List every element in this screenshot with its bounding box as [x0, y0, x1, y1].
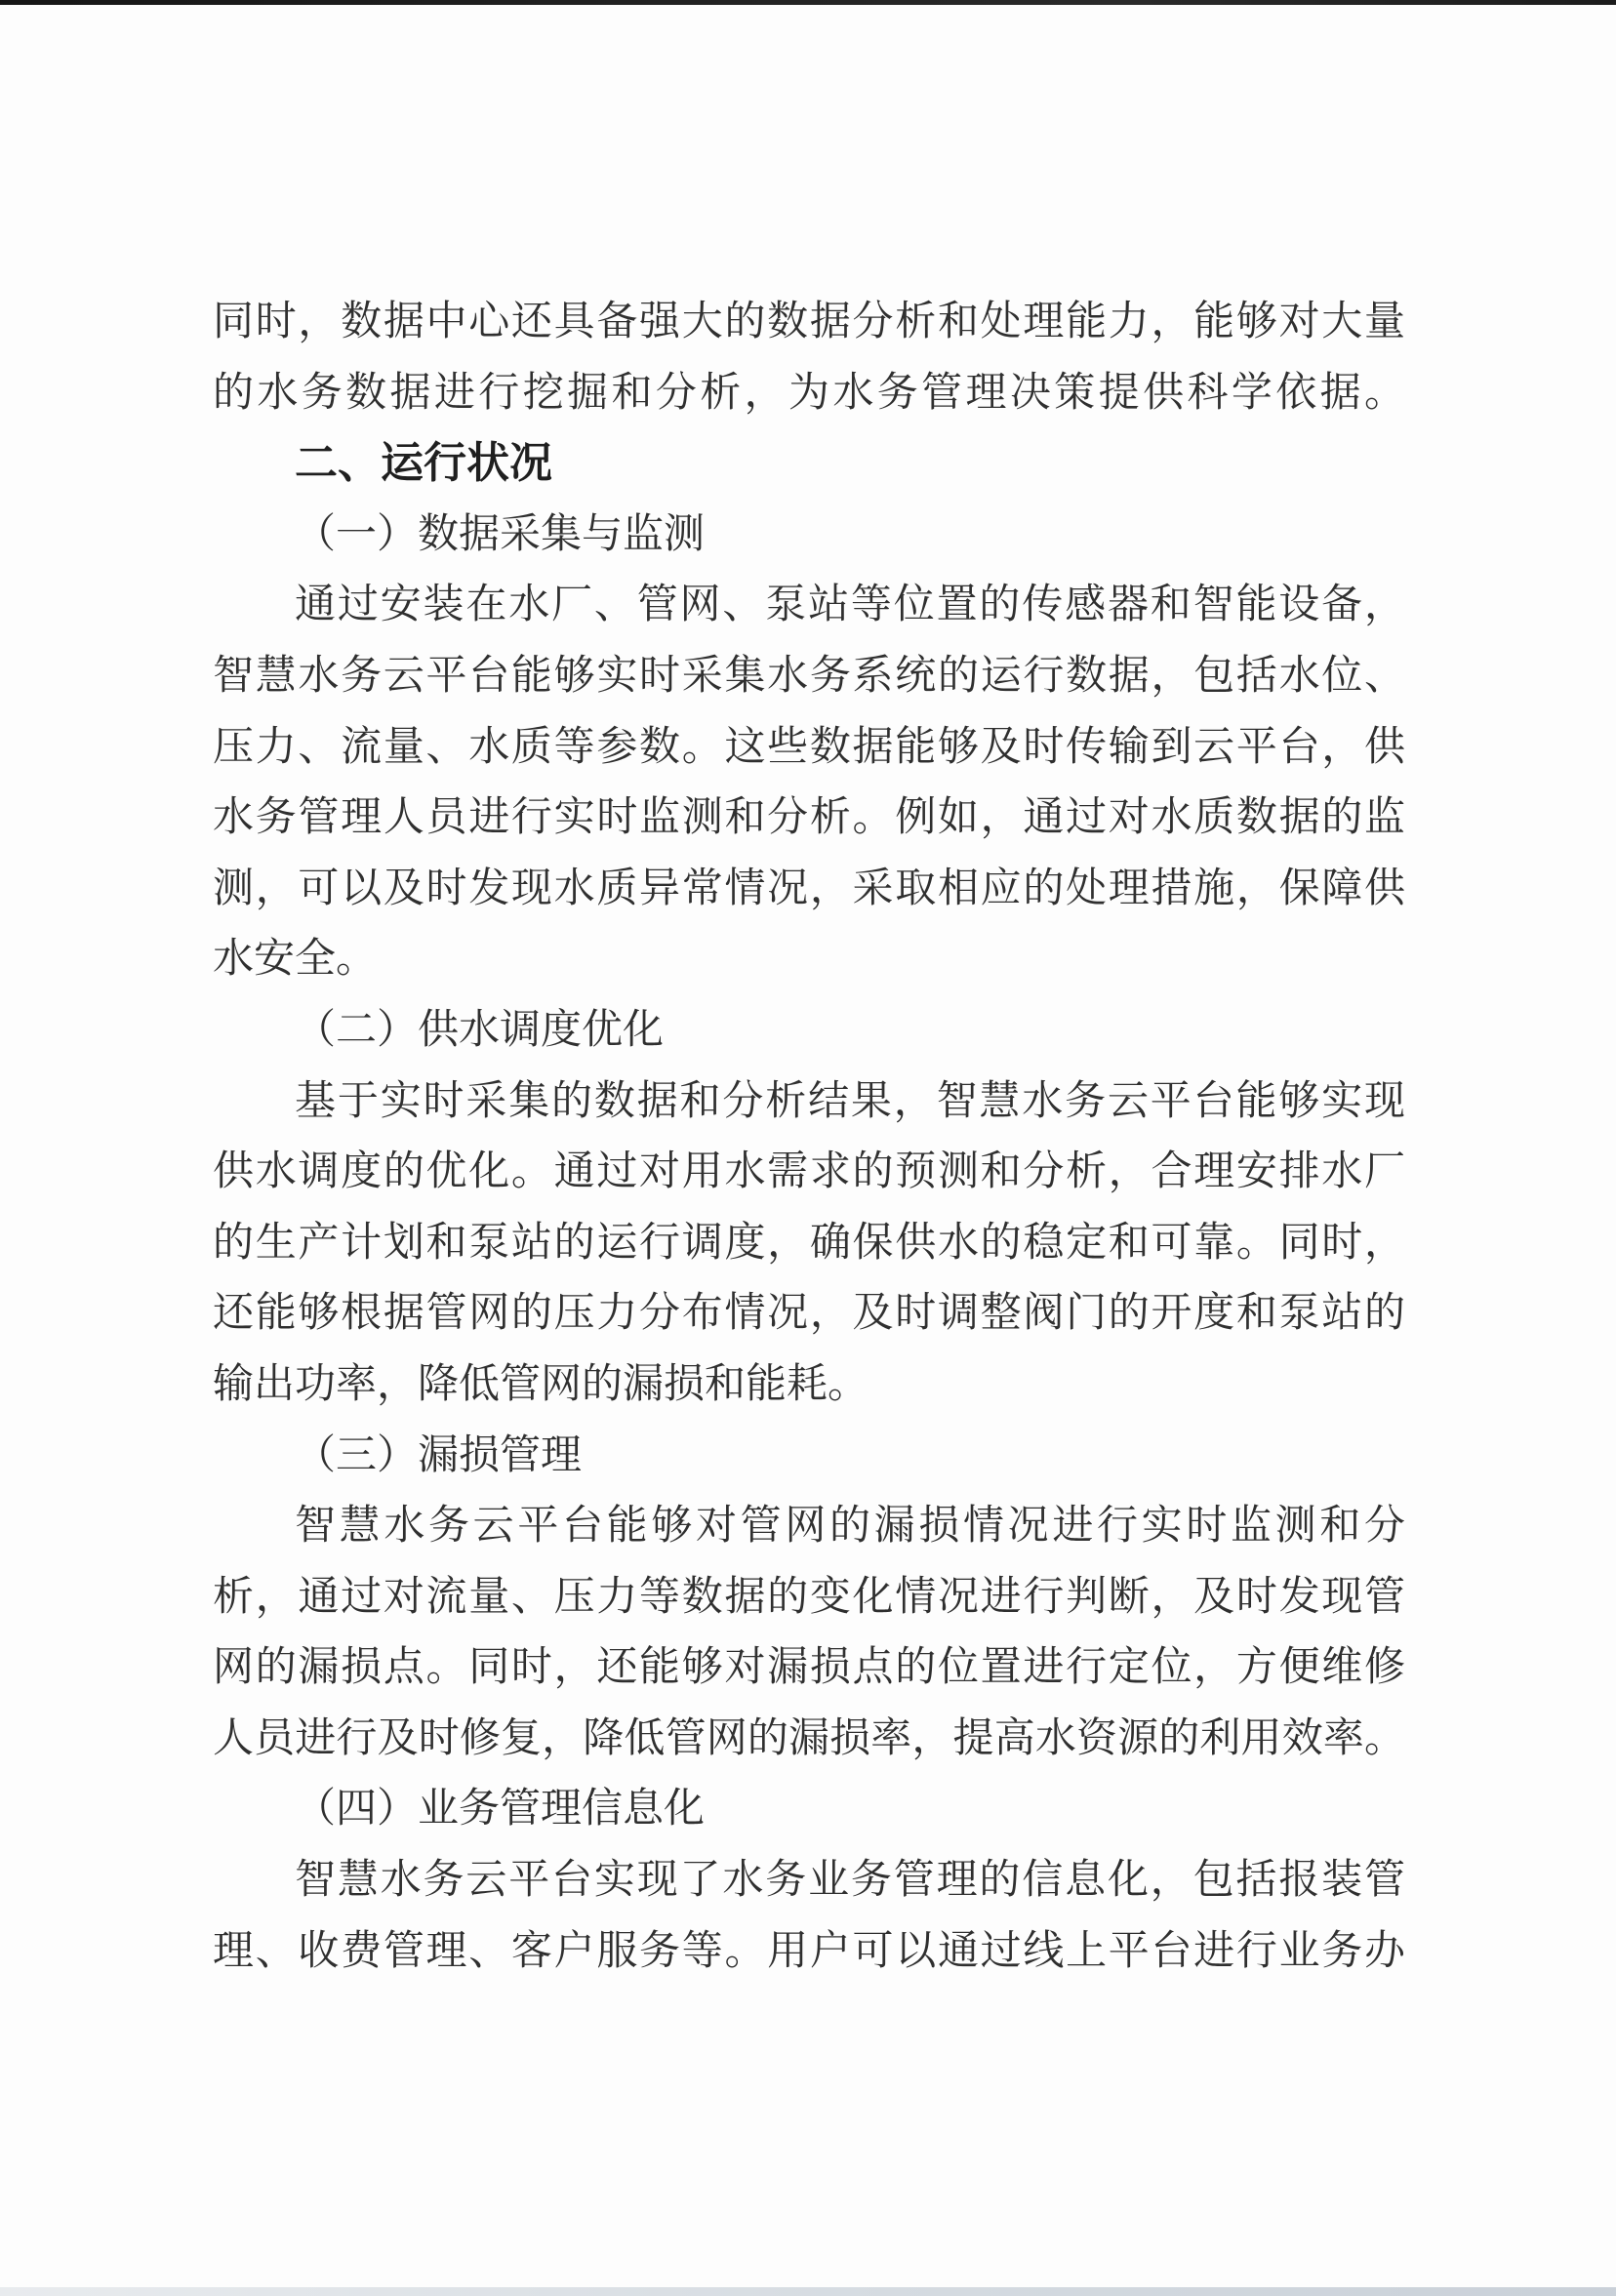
body-line: 析，通过对流量、压力等数据的变化情况进行判断，及时发现管 — [213, 1574, 1405, 1620]
subsection-heading-1: （一）数据采集与监测 — [295, 511, 706, 557]
body-line: 输出功率，降低管网的漏损和能耗。 — [213, 1361, 869, 1407]
body-line: 供水调度的优化。通过对用水需求的预测和分析，合理安排水厂 — [213, 1149, 1405, 1195]
body-line: 的水务数据进行挖掘和分析，为水务管理决策提供科学依据。 — [213, 370, 1405, 416]
body-line: 人员进行及时修复，降低管网的漏损率，提高水资源的利用效率。 — [213, 1715, 1405, 1761]
body-line: 通过安装在水厂、管网、泵站等位置的传感器和智能设备， — [295, 583, 1405, 628]
scan-edge-top — [0, 0, 1616, 5]
body-line: 测，可以及时发现水质异常情况，采取相应的处理措施，保障供 — [213, 866, 1405, 911]
section-heading-2: 二、运行状况 — [295, 439, 552, 488]
body-line: 基于实时采集的数据和分析结果，智慧水务云平台能够实现 — [295, 1078, 1405, 1124]
document-content — [213, 287, 1405, 1987]
body-line: 压力、流量、水质等参数。这些数据能够及时传输到云平台，供 — [213, 724, 1405, 770]
body-line: 的生产计划和泵站的运行调度，确保供水的稳定和可靠。同时， — [213, 1220, 1405, 1266]
body-line: 还能够根据管网的压力分布情况，及时调整阀门的开度和泵站的 — [213, 1291, 1405, 1337]
body-line: 智慧水务云平台能够对管网的漏损情况进行实时监测和分 — [295, 1504, 1405, 1550]
body-line: 理、收费管理、客户服务等。用户可以通过线上平台进行业务办 — [213, 1928, 1405, 1974]
subsection-heading-2: （二）供水调度优化 — [295, 1007, 665, 1053]
subsection-heading-3: （三）漏损管理 — [295, 1432, 583, 1478]
body-line: 水务管理人员进行实时监测和分析。例如，通过对水质数据的监 — [213, 795, 1405, 841]
body-line: 智慧水务云平台能够实时采集水务系统的运行数据，包括水位、 — [213, 653, 1405, 699]
body-line: 智慧水务云平台实现了水务业务管理的信息化，包括报装管 — [295, 1858, 1405, 1904]
body-line: 网的漏损点。同时，还能够对漏损点的位置进行定位，方便维修 — [213, 1645, 1405, 1691]
body-line: 同时，数据中心还具备强大的数据分析和处理能力，能够对大量 — [213, 300, 1405, 344]
scan-edge-bottom — [0, 2287, 1616, 2296]
subsection-heading-4: （四）业务管理信息化 — [295, 1787, 706, 1833]
body-line: 水安全。 — [213, 937, 378, 983]
